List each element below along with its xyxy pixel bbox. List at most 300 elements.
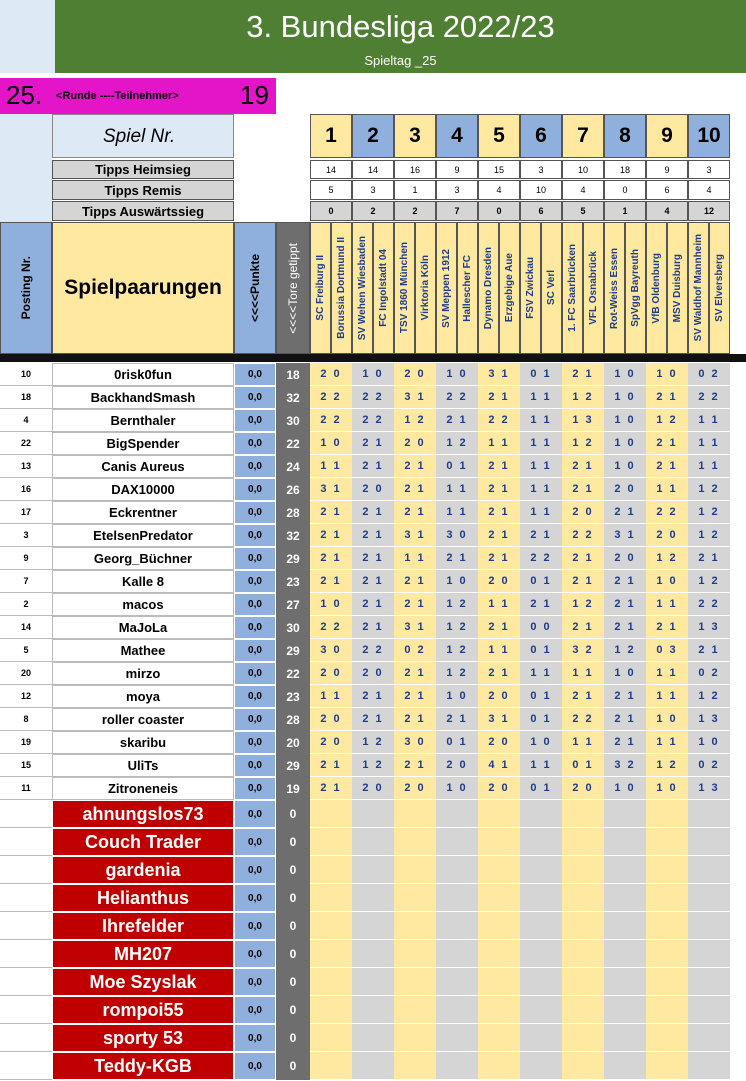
player-name: moya bbox=[52, 685, 234, 708]
punkte-value: 0,0 bbox=[234, 478, 276, 501]
tip-cell: 0 1 bbox=[520, 685, 562, 708]
tip-cell-empty bbox=[394, 912, 436, 940]
player-name: Kalle 8 bbox=[52, 570, 234, 593]
tipps-heim-1: 14 bbox=[310, 160, 352, 179]
tip-cell: 2 1 bbox=[394, 662, 436, 685]
tipps-remis-label: Tipps Remis bbox=[52, 180, 234, 200]
tip-cell: 3 1 bbox=[478, 708, 520, 731]
tip-cell: 2 0 bbox=[394, 432, 436, 455]
tip-cell-empty bbox=[478, 1024, 520, 1052]
tip-cell: 1 0 bbox=[436, 685, 478, 708]
tip-cell: 1 1 bbox=[562, 731, 604, 754]
tip-cell: 0 3 bbox=[646, 639, 688, 662]
tip-cell: 1 2 bbox=[436, 616, 478, 639]
tip-cell: 1 0 bbox=[436, 363, 478, 386]
tip-cell: 2 1 bbox=[646, 616, 688, 639]
posting-nr: 16 bbox=[0, 478, 52, 501]
tip-cell: 1 1 bbox=[646, 731, 688, 754]
posting-nr: 7 bbox=[0, 570, 52, 593]
page-subtitle: Spieltag _25 bbox=[364, 53, 437, 68]
match-number-8: 8 bbox=[604, 114, 646, 158]
posting-nr: 4 bbox=[0, 409, 52, 432]
punkte-value: 0,0 bbox=[234, 432, 276, 455]
tip-cell: 2 1 bbox=[352, 616, 394, 639]
tipps-heim-5: 15 bbox=[478, 160, 520, 179]
tip-cell: 2 0 bbox=[394, 777, 436, 800]
tip-cell-empty bbox=[646, 828, 688, 856]
tip-cell: 2 2 bbox=[646, 501, 688, 524]
title-banner bbox=[55, 0, 746, 73]
tip-cell: 3 1 bbox=[394, 386, 436, 409]
tip-cell: 2 1 bbox=[520, 524, 562, 547]
tipps-remis-4: 3 bbox=[436, 180, 478, 200]
tip-cell-empty bbox=[688, 912, 730, 940]
tore-value: 0 bbox=[276, 1024, 310, 1052]
player-name: BigSpender bbox=[52, 432, 234, 455]
punkte-header bbox=[234, 222, 276, 354]
away-team-header-6 bbox=[541, 222, 562, 354]
match-number-4: 4 bbox=[436, 114, 478, 158]
tip-cell: 2 1 bbox=[352, 432, 394, 455]
tip-cell: 3 2 bbox=[562, 639, 604, 662]
tore-value: 29 bbox=[276, 639, 310, 662]
punkte-value: 0,0 bbox=[234, 386, 276, 409]
header-divider bbox=[0, 354, 746, 362]
tip-cell: 1 1 bbox=[520, 409, 562, 432]
tip-cell: 0 1 bbox=[520, 777, 562, 800]
tip-cell: 2 1 bbox=[436, 547, 478, 570]
tip-cell: 1 1 bbox=[478, 639, 520, 662]
tore-header bbox=[276, 222, 310, 354]
posting-nr: 3 bbox=[0, 524, 52, 547]
tip-cell-empty bbox=[604, 1024, 646, 1052]
missing-player-name: rompoi55 bbox=[52, 996, 234, 1024]
tip-cell-empty bbox=[520, 940, 562, 968]
tip-cell-empty bbox=[478, 940, 520, 968]
tip-cell: 2 1 bbox=[352, 501, 394, 524]
runde-label: <Runde ----Teilnehmer> bbox=[56, 90, 179, 102]
tip-cell: 2 1 bbox=[352, 455, 394, 478]
away-team-9: MSV Duisburg bbox=[672, 253, 683, 323]
match-number-6: 6 bbox=[520, 114, 562, 158]
posting-nr-empty bbox=[0, 1024, 52, 1052]
tip-cell: 2 1 bbox=[352, 593, 394, 616]
tip-cell: 2 1 bbox=[478, 501, 520, 524]
tipps-remis-10: 4 bbox=[688, 180, 730, 200]
tip-cell: 2 1 bbox=[646, 386, 688, 409]
tip-cell: 2 1 bbox=[394, 754, 436, 777]
tip-cell-empty bbox=[562, 800, 604, 828]
tip-cell: 1 1 bbox=[646, 593, 688, 616]
tip-cell: 2 0 bbox=[562, 777, 604, 800]
tip-cell-empty bbox=[352, 996, 394, 1024]
missing-player-name: Helianthus bbox=[52, 884, 234, 912]
away-team-header-10 bbox=[709, 222, 730, 354]
tip-cell: 1 0 bbox=[604, 455, 646, 478]
tip-cell: 1 2 bbox=[688, 478, 730, 501]
tip-cell-empty bbox=[478, 828, 520, 856]
tipps-aus-5: 0 bbox=[478, 201, 520, 221]
tipps-heim-label: Tipps Heimsieg bbox=[52, 160, 234, 179]
tip-cell-empty bbox=[520, 884, 562, 912]
missing-player-name: gardenia bbox=[52, 856, 234, 884]
posting-nr-empty bbox=[0, 1052, 52, 1080]
tip-cell: 0 1 bbox=[520, 639, 562, 662]
tore-value: 0 bbox=[276, 884, 310, 912]
tipps-heim-2: 14 bbox=[352, 160, 394, 179]
posting-nr-empty bbox=[0, 828, 52, 856]
tip-cell: 2 0 bbox=[478, 685, 520, 708]
tip-cell: 2 1 bbox=[562, 547, 604, 570]
tip-cell: 1 0 bbox=[604, 432, 646, 455]
tip-cell: 3 0 bbox=[436, 524, 478, 547]
tipps-aus-4: 7 bbox=[436, 201, 478, 221]
tip-cell: 1 2 bbox=[646, 754, 688, 777]
player-name: Zitroneneis bbox=[52, 777, 234, 800]
tip-cell: 1 1 bbox=[688, 409, 730, 432]
punkte-value: 0,0 bbox=[234, 940, 276, 968]
tip-cell: 2 1 bbox=[562, 570, 604, 593]
player-name: mirzo bbox=[52, 662, 234, 685]
tip-cell: 1 2 bbox=[352, 754, 394, 777]
tip-cell-empty bbox=[352, 1024, 394, 1052]
tipps-aus-8: 1 bbox=[604, 201, 646, 221]
home-team-4: SV Meppen 1912 bbox=[441, 248, 452, 328]
home-team-3: TSV 1860 München bbox=[399, 242, 410, 334]
away-team-8: SpVgg Bayreuth bbox=[630, 249, 641, 327]
posting-nr-empty bbox=[0, 800, 52, 828]
missing-player-name: Couch Trader bbox=[52, 828, 234, 856]
posting-nr: 14 bbox=[0, 616, 52, 639]
tip-cell: 2 1 bbox=[646, 455, 688, 478]
tip-cell-empty bbox=[352, 940, 394, 968]
tip-cell: 2 1 bbox=[352, 570, 394, 593]
tip-cell: 1 3 bbox=[688, 708, 730, 731]
tip-cell: 2 1 bbox=[478, 547, 520, 570]
punkte-value: 0,0 bbox=[234, 731, 276, 754]
home-team-header-9 bbox=[646, 222, 667, 354]
tore-value: 0 bbox=[276, 828, 310, 856]
tip-cell: 3 1 bbox=[394, 616, 436, 639]
tip-cell-empty bbox=[478, 884, 520, 912]
tipps-heim-10: 3 bbox=[688, 160, 730, 179]
player-name: UliTs bbox=[52, 754, 234, 777]
tip-cell-empty bbox=[604, 828, 646, 856]
tip-cell: 1 0 bbox=[520, 731, 562, 754]
posting-nr: 9 bbox=[0, 547, 52, 570]
player-name: Eckrentner bbox=[52, 501, 234, 524]
tip-cell-empty bbox=[436, 940, 478, 968]
tip-cell: 2 0 bbox=[604, 547, 646, 570]
tip-cell: 1 1 bbox=[688, 455, 730, 478]
tipps-remis-1: 5 bbox=[310, 180, 352, 200]
home-team-header-8 bbox=[604, 222, 625, 354]
tip-cell-empty bbox=[646, 1052, 688, 1080]
tip-cell: 2 1 bbox=[394, 478, 436, 501]
tip-cell-empty bbox=[688, 828, 730, 856]
missing-player-name: sporty 53 bbox=[52, 1024, 234, 1052]
tip-cell-empty bbox=[352, 1052, 394, 1080]
tip-cell: 2 2 bbox=[688, 593, 730, 616]
tore-value: 0 bbox=[276, 800, 310, 828]
home-team-header-2 bbox=[352, 222, 373, 354]
runde-number: 25. bbox=[6, 80, 43, 110]
tip-cell: 1 1 bbox=[310, 685, 352, 708]
tip-cell: 2 1 bbox=[688, 639, 730, 662]
tip-cell: 2 0 bbox=[478, 731, 520, 754]
tipps-remis-5: 4 bbox=[478, 180, 520, 200]
player-name: 0risk0fun bbox=[52, 363, 234, 386]
tip-cell-empty bbox=[520, 1024, 562, 1052]
tip-cell: 1 2 bbox=[352, 731, 394, 754]
tip-cell: 2 1 bbox=[478, 455, 520, 478]
away-team-header-3 bbox=[415, 222, 436, 354]
tip-cell: 1 3 bbox=[688, 777, 730, 800]
tip-cell: 2 0 bbox=[352, 478, 394, 501]
tip-cell-empty bbox=[478, 1052, 520, 1080]
tip-cell: 0 1 bbox=[436, 731, 478, 754]
runde-bar bbox=[0, 78, 276, 114]
tip-cell: 2 1 bbox=[562, 478, 604, 501]
tip-cell: 3 1 bbox=[478, 363, 520, 386]
away-team-2: FC Ingolstadt 04 bbox=[378, 249, 389, 327]
player-name: Georg_Büchner bbox=[52, 547, 234, 570]
tip-cell: 1 0 bbox=[436, 570, 478, 593]
tip-cell: 2 1 bbox=[352, 708, 394, 731]
tip-cell: 1 2 bbox=[604, 639, 646, 662]
tip-cell: 2 0 bbox=[478, 570, 520, 593]
punkte-value: 0,0 bbox=[234, 363, 276, 386]
tip-cell: 2 1 bbox=[352, 524, 394, 547]
tipps-heim-8: 18 bbox=[604, 160, 646, 179]
tip-cell: 1 0 bbox=[310, 593, 352, 616]
tip-cell-empty bbox=[520, 800, 562, 828]
match-number-1: 1 bbox=[310, 114, 352, 158]
home-team-7: 1. FC Saarbrücken bbox=[567, 244, 578, 332]
missing-player-name: ahnungslos73 bbox=[52, 800, 234, 828]
tip-cell: 2 1 bbox=[562, 685, 604, 708]
tipps-heim-6: 3 bbox=[520, 160, 562, 179]
player-name: Bernthaler bbox=[52, 409, 234, 432]
tipps-remis-3: 1 bbox=[394, 180, 436, 200]
tip-cell-empty bbox=[604, 1052, 646, 1080]
tip-cell-empty bbox=[310, 996, 352, 1024]
tip-cell: 1 1 bbox=[436, 501, 478, 524]
player-name: EtelsenPredator bbox=[52, 524, 234, 547]
away-team-6: SC Verl bbox=[546, 270, 557, 306]
match-number-2: 2 bbox=[352, 114, 394, 158]
tip-cell: 2 1 bbox=[394, 455, 436, 478]
posting-nr: 18 bbox=[0, 386, 52, 409]
tip-cell-empty bbox=[436, 800, 478, 828]
tore-value: 0 bbox=[276, 996, 310, 1024]
home-team-header-7 bbox=[562, 222, 583, 354]
tip-cell: 2 0 bbox=[394, 363, 436, 386]
away-team-4: Hallescher FC bbox=[462, 254, 473, 322]
tip-cell-empty bbox=[520, 828, 562, 856]
tip-cell-empty bbox=[310, 912, 352, 940]
tipps-remis-9: 6 bbox=[646, 180, 688, 200]
tip-cell: 2 1 bbox=[352, 685, 394, 708]
player-name: skaribu bbox=[52, 731, 234, 754]
tip-cell: 1 1 bbox=[520, 478, 562, 501]
tip-cell: 2 1 bbox=[604, 593, 646, 616]
tip-cell-empty bbox=[352, 800, 394, 828]
tip-cell: 1 2 bbox=[436, 432, 478, 455]
tip-cell-empty bbox=[478, 968, 520, 996]
posting-nr: 20 bbox=[0, 662, 52, 685]
punkte-value: 0,0 bbox=[234, 708, 276, 731]
tip-cell: 2 1 bbox=[604, 501, 646, 524]
tipps-heim-7: 10 bbox=[562, 160, 604, 179]
tip-cell: 1 2 bbox=[562, 432, 604, 455]
punkte-value: 0,0 bbox=[234, 884, 276, 912]
posting-nr: 11 bbox=[0, 777, 52, 800]
tip-cell-empty bbox=[394, 996, 436, 1024]
punkte-value: 0,0 bbox=[234, 800, 276, 828]
tip-cell: 1 0 bbox=[604, 409, 646, 432]
tore-value: 23 bbox=[276, 570, 310, 593]
tore-value: 18 bbox=[276, 363, 310, 386]
match-number-9: 9 bbox=[646, 114, 688, 158]
tore-value: 29 bbox=[276, 754, 310, 777]
tip-cell-empty bbox=[688, 1052, 730, 1080]
tore-value: 22 bbox=[276, 432, 310, 455]
tip-cell: 1 1 bbox=[688, 432, 730, 455]
tip-cell: 2 2 bbox=[352, 639, 394, 662]
tip-cell-empty bbox=[604, 912, 646, 940]
tip-cell: 0 1 bbox=[562, 754, 604, 777]
tip-cell: 2 1 bbox=[436, 409, 478, 432]
tip-cell: 1 0 bbox=[604, 363, 646, 386]
punkte-value: 0,0 bbox=[234, 685, 276, 708]
tip-cell-empty bbox=[352, 968, 394, 996]
tip-cell: 2 1 bbox=[310, 754, 352, 777]
punkte-value: 0,0 bbox=[234, 968, 276, 996]
tip-cell-empty bbox=[394, 828, 436, 856]
tore-value: 22 bbox=[276, 662, 310, 685]
tipps-heim-4: 9 bbox=[436, 160, 478, 179]
home-team-5: Dynamo Dresden bbox=[483, 246, 494, 330]
tip-cell: 1 1 bbox=[310, 455, 352, 478]
punkte-value: 0,0 bbox=[234, 409, 276, 432]
tip-cell: 1 2 bbox=[436, 662, 478, 685]
home-team-1: SC Freiburg II bbox=[315, 255, 326, 321]
tip-cell: 2 1 bbox=[478, 616, 520, 639]
posting-nr-empty bbox=[0, 884, 52, 912]
tip-cell: 2 1 bbox=[562, 455, 604, 478]
tip-cell: 3 2 bbox=[604, 754, 646, 777]
tore-value: 32 bbox=[276, 524, 310, 547]
posting-nr-header bbox=[0, 222, 52, 354]
tip-cell: 1 0 bbox=[310, 432, 352, 455]
tip-cell-empty bbox=[688, 1024, 730, 1052]
tip-cell: 2 1 bbox=[478, 662, 520, 685]
tip-cell-empty bbox=[646, 800, 688, 828]
tip-cell-empty bbox=[646, 1024, 688, 1052]
tip-cell-empty bbox=[604, 996, 646, 1024]
tip-cell: 2 1 bbox=[478, 478, 520, 501]
tip-cell: 2 0 bbox=[562, 501, 604, 524]
tip-cell-empty bbox=[520, 996, 562, 1024]
tip-cell: 2 1 bbox=[310, 524, 352, 547]
tip-cell-empty bbox=[562, 856, 604, 884]
tip-cell-empty bbox=[562, 968, 604, 996]
tip-cell: 2 1 bbox=[604, 708, 646, 731]
tore-value: 24 bbox=[276, 455, 310, 478]
tip-cell-empty bbox=[688, 800, 730, 828]
tip-cell: 2 1 bbox=[478, 386, 520, 409]
player-name: roller coaster bbox=[52, 708, 234, 731]
home-team-6: FSV Zwickau bbox=[525, 257, 536, 319]
tip-cell: 2 1 bbox=[352, 547, 394, 570]
posting-nr-empty bbox=[0, 968, 52, 996]
tip-cell: 2 0 bbox=[310, 731, 352, 754]
punkte-value: 0,0 bbox=[234, 570, 276, 593]
tip-cell: 2 1 bbox=[604, 616, 646, 639]
tip-cell: 2 0 bbox=[646, 524, 688, 547]
tip-cell: 1 1 bbox=[646, 685, 688, 708]
tip-cell-empty bbox=[352, 856, 394, 884]
tipps-aus-3: 2 bbox=[394, 201, 436, 221]
tore-value: 0 bbox=[276, 912, 310, 940]
tip-cell-empty bbox=[646, 940, 688, 968]
tip-cell: 2 1 bbox=[310, 570, 352, 593]
posting-nr: 12 bbox=[0, 685, 52, 708]
punkte-value: 0,0 bbox=[234, 1052, 276, 1080]
tip-cell-empty bbox=[310, 800, 352, 828]
away-team-1: Borussia Dortmund II bbox=[336, 237, 347, 339]
tip-cell: 1 2 bbox=[688, 570, 730, 593]
tip-cell: 0 2 bbox=[688, 662, 730, 685]
punkte-value: 0,0 bbox=[234, 912, 276, 940]
tip-cell: 1 0 bbox=[604, 662, 646, 685]
tip-cell: 2 1 bbox=[520, 593, 562, 616]
tip-cell: 0 1 bbox=[520, 570, 562, 593]
tip-cell: 1 0 bbox=[646, 708, 688, 731]
tip-cell: 1 2 bbox=[562, 593, 604, 616]
tip-cell-empty bbox=[310, 940, 352, 968]
tip-cell-empty bbox=[604, 856, 646, 884]
teilnehmer-count: 19 bbox=[240, 80, 269, 110]
away-team-header-2 bbox=[373, 222, 394, 354]
home-team-header-10 bbox=[688, 222, 709, 354]
posting-nr: 22 bbox=[0, 432, 52, 455]
player-name: macos bbox=[52, 593, 234, 616]
punkte-value: 0,0 bbox=[234, 996, 276, 1024]
away-team-10: SV Elversberg bbox=[714, 254, 725, 322]
page-title: 3. Bundesliga 2022/23 bbox=[246, 9, 555, 44]
tip-cell-empty bbox=[646, 912, 688, 940]
home-team-8: Rot-Weiss Essen bbox=[609, 247, 620, 329]
posting-nr-empty bbox=[0, 912, 52, 940]
tip-cell: 2 1 bbox=[478, 524, 520, 547]
tip-cell: 0 2 bbox=[688, 754, 730, 777]
tip-cell: 2 1 bbox=[310, 547, 352, 570]
tip-cell-empty bbox=[688, 968, 730, 996]
tip-cell: 2 1 bbox=[562, 363, 604, 386]
tip-cell-empty bbox=[436, 912, 478, 940]
tip-cell-empty bbox=[394, 856, 436, 884]
tip-cell: 1 1 bbox=[520, 455, 562, 478]
tip-cell: 1 1 bbox=[478, 432, 520, 455]
tip-cell-empty bbox=[436, 968, 478, 996]
tipps-aus-6: 6 bbox=[520, 201, 562, 221]
tipps-heim-9: 9 bbox=[646, 160, 688, 179]
tip-cell-empty bbox=[688, 884, 730, 912]
tip-cell: 1 2 bbox=[646, 547, 688, 570]
tip-cell-empty bbox=[394, 884, 436, 912]
